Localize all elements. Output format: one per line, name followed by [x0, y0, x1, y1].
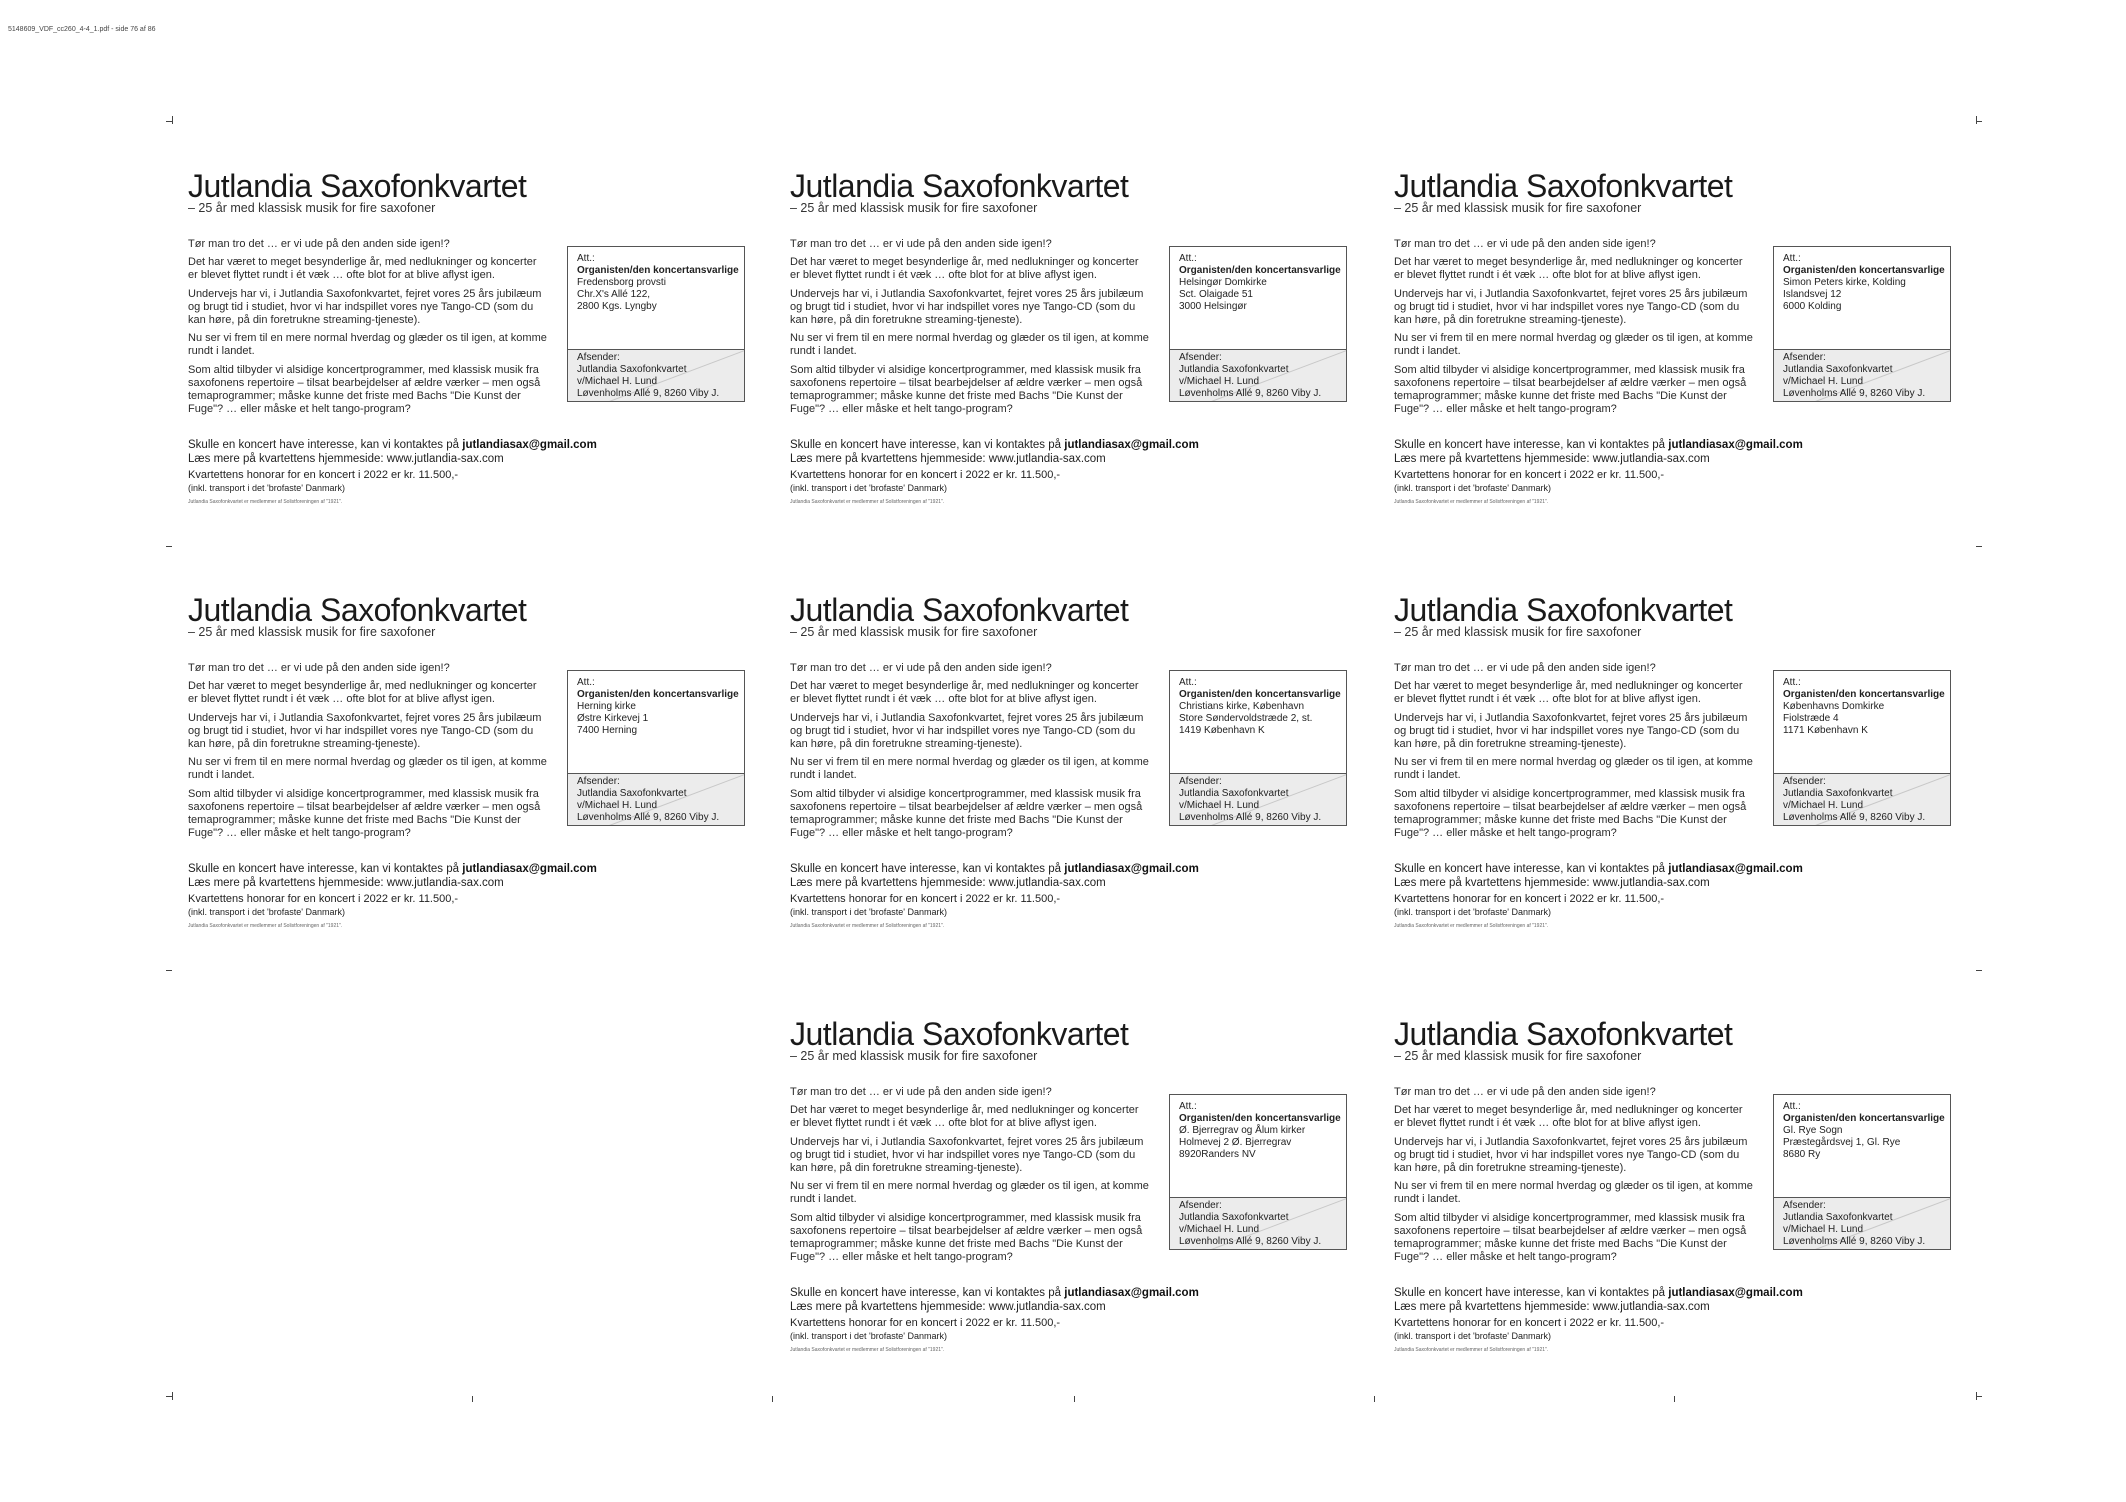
card-body — [790, 238, 1150, 421]
fee-note: (inkl. transport i det 'brofaste' Danmark) — [790, 1331, 947, 1341]
address-line: Holmevej 2 Ø. Bjerregrav — [1179, 1137, 1292, 1148]
att-label: Att.: — [1783, 677, 1801, 688]
website-line: Læs mere på kvartettens hjemmeside: www.jutlandia-sax.com — [1394, 1301, 1710, 1313]
address-line: Københavns Domkirke — [1783, 701, 1885, 712]
address-line: 6000 Kolding — [1783, 301, 1842, 312]
card-title: Jutlandia Saxofonkvartet — [790, 168, 1129, 204]
sender-line: Løvenholms Allé 9, 8260 Viby J. — [1179, 812, 1322, 823]
body-paragraph: Nu ser vi frem til en mere normal hverdag og glæder os til igen, at komme rundt i landet. — [790, 332, 1149, 358]
recipient-block — [1783, 1101, 1948, 1161]
body-paragraph: Det har været to meget besynderlige år, med nedlukninger og koncerter er blevet flyttet rundt i ét væk … ofte blot for at blive aflyst igen. — [1394, 256, 1743, 282]
crop-mark — [166, 970, 172, 971]
att-organisation: Organisten/den koncertansvarlige — [1179, 265, 1341, 276]
sender-line: Jutlandia Saxofonkvartet — [1783, 364, 1893, 375]
body-paragraph: Tør man tro det … er vi ude på den anden side igen!? — [1394, 1086, 1656, 1098]
crop-mark — [166, 121, 172, 122]
membership-note: Jutlandia Saxofonkvartet er medlemmer af Solistforeningen af "1921". — [790, 499, 945, 505]
letter-card — [790, 168, 1370, 528]
contact-email: jutlandiasax@gmail.com — [1668, 439, 1803, 451]
address-line: 1419 København K — [1179, 725, 1265, 736]
body-paragraph: Det har været to meget besynderlige år, med nedlukninger og koncerter er blevet flyttet rundt i ét væk … ofte blot for at blive aflyst igen. — [188, 256, 537, 282]
att-organisation: Organisten/den koncertansvarlige — [1783, 1113, 1945, 1124]
crop-mark — [1374, 1396, 1375, 1402]
crop-mark — [1976, 970, 1982, 971]
website-line: Læs mere på kvartettens hjemmeside: www.jutlandia-sax.com — [1394, 877, 1710, 889]
website-line: Læs mere på kvartettens hjemmeside: www.jutlandia-sax.com — [790, 1301, 1106, 1313]
membership-note: Jutlandia Saxofonkvartet er medlemmer af Solistforeningen af "1921". — [188, 499, 343, 505]
card-subtitle: – 25 år med klassisk musik for fire saxofoner — [188, 201, 436, 215]
sender-line: Løvenholms Allé 9, 8260 Viby J. — [1179, 388, 1322, 399]
att-organisation: Organisten/den koncertansvarlige — [1783, 265, 1945, 276]
sender-block — [1774, 1197, 1950, 1249]
contact-email: jutlandiasax@gmail.com — [462, 439, 597, 451]
crop-mark — [1674, 1396, 1675, 1402]
contact-line — [1394, 438, 1874, 452]
contact-prefix: Skulle en koncert have interesse, kan vi kontaktes på — [790, 439, 1065, 451]
website-line: Læs mere på kvartettens hjemmeside: www.jutlandia-sax.com — [790, 453, 1106, 465]
address-line: Herning kirke — [577, 701, 636, 712]
crop-mark — [172, 1392, 173, 1400]
recipient-block — [1783, 677, 1948, 737]
contact-line — [790, 862, 1270, 876]
body-paragraph: Nu ser vi frem til en mere normal hverdag og glæder os til igen, at komme rundt i landet. — [1394, 332, 1753, 358]
fee-line: Kvartettens honorar for en koncert i 2022 er kr. 11.500,- — [790, 893, 1061, 905]
contact-email: jutlandiasax@gmail.com — [1064, 439, 1199, 451]
contact-email: jutlandiasax@gmail.com — [1668, 863, 1803, 875]
sender-block — [1774, 773, 1950, 825]
sender-line: Løvenholms Allé 9, 8260 Viby J. — [577, 388, 720, 399]
address-line: Store Søndervoldstræde 2, st. — [1179, 713, 1313, 724]
att-label: Att.: — [1179, 677, 1197, 688]
address-line: Gl. Rye Sogn — [1783, 1125, 1843, 1136]
contact-line — [188, 862, 668, 876]
sender-label: Afsender: — [577, 352, 620, 363]
sender-block — [568, 773, 744, 825]
contact-prefix: Skulle en koncert have interesse, kan vi kontaktes på — [1394, 1287, 1669, 1299]
sender-line: v/Michael H. Lund — [1179, 1224, 1260, 1235]
website-line: Læs mere på kvartettens hjemmeside: www.jutlandia-sax.com — [188, 877, 504, 889]
fee-line: Kvartettens honorar for en koncert i 2022 er kr. 11.500,- — [1394, 469, 1665, 481]
sender-block — [1170, 773, 1346, 825]
card-body — [790, 1086, 1150, 1269]
address-box — [1773, 670, 1951, 826]
recipient-block — [1179, 677, 1344, 737]
website-line: Læs mere på kvartettens hjemmeside: www.jutlandia-sax.com — [790, 877, 1106, 889]
letter-card — [1394, 1016, 1974, 1376]
card-title: Jutlandia Saxofonkvartet — [790, 592, 1129, 628]
address-line: 8920Randers NV — [1179, 1149, 1256, 1160]
membership-note: Jutlandia Saxofonkvartet er medlemmer af Solistforeningen af "1921". — [790, 923, 945, 929]
att-organisation: Organisten/den koncertansvarlige — [577, 689, 739, 700]
att-label: Att.: — [1783, 253, 1801, 264]
sender-line: Jutlandia Saxofonkvartet — [577, 364, 687, 375]
card-title: Jutlandia Saxofonkvartet — [1394, 592, 1733, 628]
card-title: Jutlandia Saxofonkvartet — [1394, 168, 1733, 204]
sender-line: v/Michael H. Lund — [577, 800, 658, 811]
address-line: Ø. Bjerregrav og Ålum kirker — [1179, 1125, 1306, 1136]
sender-block — [1774, 349, 1950, 401]
sender-label: Afsender: — [1179, 352, 1222, 363]
address-line: Helsingør Domkirke — [1179, 277, 1267, 288]
sender-line: v/Michael H. Lund — [1179, 376, 1260, 387]
sender-label: Afsender: — [1783, 776, 1826, 787]
contact-email: jutlandiasax@gmail.com — [1064, 863, 1199, 875]
body-paragraph: Undervejs har vi, i Jutlandia Saxofonkvartet, fejret vores 25 års jubilæum og brugt tid i studiet, hvor vi har indspillet vores nye Tango-CD (som du kan høre, på din foretrukne streaming-tjeneste). — [188, 711, 542, 751]
sender-line: Jutlandia Saxofonkvartet — [577, 788, 687, 799]
fee-line: Kvartettens honorar for en koncert i 2022 er kr. 11.500,- — [188, 469, 459, 481]
sender-label: Afsender: — [1179, 776, 1222, 787]
sender-line: Jutlandia Saxofonkvartet — [1179, 364, 1289, 375]
sender-block — [1170, 349, 1346, 401]
att-label: Att.: — [577, 253, 595, 264]
address-line: Chr.X's Allé 122, — [577, 289, 651, 300]
contact-line — [188, 438, 668, 452]
body-paragraph: Undervejs har vi, i Jutlandia Saxofonkvartet, fejret vores 25 års jubilæum og brugt tid i studiet, hvor vi har indspillet vores nye Tango-CD (som du kan høre, på din foretrukne streaming-tjeneste). — [790, 1135, 1144, 1175]
address-box — [1169, 246, 1347, 402]
contact-prefix: Skulle en koncert have interesse, kan vi kontaktes på — [1394, 439, 1669, 451]
membership-note: Jutlandia Saxofonkvartet er medlemmer af Solistforeningen af "1921". — [790, 1347, 945, 1353]
body-paragraph: Det har været to meget besynderlige år, med nedlukninger og koncerter er blevet flyttet rundt i ét væk … ofte blot for at blive aflyst igen. — [188, 680, 537, 706]
address-line: Islandsvej 12 — [1783, 289, 1842, 300]
att-label: Att.: — [1179, 1101, 1197, 1112]
card-subtitle: – 25 år med klassisk musik for fire saxofoner — [188, 625, 436, 639]
contact-prefix: Skulle en koncert have interesse, kan vi kontaktes på — [188, 439, 463, 451]
body-paragraph: Undervejs har vi, i Jutlandia Saxofonkvartet, fejret vores 25 års jubilæum og brugt tid i studiet, hvor vi har indspillet vores nye Tango-CD (som du kan høre, på din foretrukne streaming-tjeneste). — [188, 287, 542, 327]
address-line: 8680 Ry — [1783, 1149, 1821, 1160]
contact-block — [1394, 438, 1874, 466]
crop-mark — [472, 1396, 473, 1402]
fee-note: (inkl. transport i det 'brofaste' Danmark) — [790, 907, 947, 917]
contact-block — [1394, 1286, 1874, 1314]
body-paragraph: Tør man tro det … er vi ude på den anden side igen!? — [188, 662, 450, 674]
body-paragraph: Tør man tro det … er vi ude på den anden side igen!? — [790, 1086, 1052, 1098]
card-subtitle: – 25 år med klassisk musik for fire saxofoner — [790, 1049, 1038, 1063]
body-paragraph: Nu ser vi frem til en mere normal hverdag og glæder os til igen, at komme rundt i landet. — [1394, 756, 1753, 782]
letter-card — [188, 592, 768, 952]
body-paragraph: Nu ser vi frem til en mere normal hverdag og glæder os til igen, at komme rundt i landet. — [1394, 1180, 1753, 1206]
fee-line: Kvartettens honorar for en koncert i 2022 er kr. 11.500,- — [188, 893, 459, 905]
contact-block — [1394, 862, 1874, 890]
address-box — [1169, 1094, 1347, 1250]
contact-line — [790, 438, 1270, 452]
body-paragraph: Det har været to meget besynderlige år, med nedlukninger og koncerter er blevet flyttet rundt i ét væk … ofte blot for at blive aflyst igen. — [790, 1104, 1139, 1130]
body-paragraph: Som altid tilbyder vi alsidige koncertprogrammer, med klassisk musik fra saxofonens repertoire – tilsat bearbejdelser af ældre værker – men også temaprogrammer; måske kunne det friste med Bachs "Die Kunst der Fuge"? … eller måske et helt tango-program? — [790, 1211, 1143, 1264]
card-subtitle: – 25 år med klassisk musik for fire saxofoner — [1394, 1049, 1642, 1063]
sender-line: v/Michael H. Lund — [1179, 800, 1260, 811]
address-line: Fiolstræde 4 — [1783, 713, 1839, 724]
body-paragraph: Nu ser vi frem til en mere normal hverdag og glæder os til igen, at komme rundt i landet. — [790, 756, 1149, 782]
letter-card — [1394, 592, 1974, 952]
sender-line: Jutlandia Saxofonkvartet — [1783, 788, 1893, 799]
address-line: Christians kirke, København — [1179, 701, 1305, 712]
body-paragraph: Undervejs har vi, i Jutlandia Saxofonkvartet, fejret vores 25 års jubilæum og brugt tid i studiet, hvor vi har indspillet vores nye Tango-CD (som du kan høre, på din foretrukne streaming-tjeneste). — [790, 287, 1144, 327]
body-paragraph: Nu ser vi frem til en mere normal hverdag og glæder os til igen, at komme rundt i landet. — [188, 332, 547, 358]
membership-note: Jutlandia Saxofonkvartet er medlemmer af Solistforeningen af "1921". — [1394, 1347, 1549, 1353]
card-subtitle: – 25 år med klassisk musik for fire saxofoner — [1394, 201, 1642, 215]
website-line: Læs mere på kvartettens hjemmeside: www.jutlandia-sax.com — [188, 453, 504, 465]
crop-mark — [166, 1396, 172, 1397]
address-box — [1773, 1094, 1951, 1250]
membership-note: Jutlandia Saxofonkvartet er medlemmer af Solistforeningen af "1921". — [188, 923, 343, 929]
letter-card — [188, 168, 768, 528]
card-body — [1394, 1086, 1754, 1269]
card-title: Jutlandia Saxofonkvartet — [1394, 1016, 1733, 1052]
address-box — [567, 670, 745, 826]
body-paragraph: Tør man tro det … er vi ude på den anden side igen!? — [1394, 238, 1656, 250]
contact-prefix: Skulle en koncert have interesse, kan vi kontaktes på — [188, 863, 463, 875]
sender-line: v/Michael H. Lund — [1783, 1224, 1864, 1235]
body-paragraph: Nu ser vi frem til en mere normal hverdag og glæder os til igen, at komme rundt i landet. — [790, 1180, 1149, 1206]
sender-line: Løvenholms Allé 9, 8260 Viby J. — [1783, 1236, 1926, 1247]
body-paragraph: Som altid tilbyder vi alsidige koncertprogrammer, med klassisk musik fra saxofonens repertoire – tilsat bearbejdelser af ældre værker – men også temaprogrammer; måske kunne det friste med Bachs "Die Kunst der Fuge"? … eller måske et helt tango-program? — [188, 787, 541, 840]
address-box — [1169, 670, 1347, 826]
card-body — [1394, 238, 1754, 421]
fee-note: (inkl. transport i det 'brofaste' Danmark) — [188, 483, 345, 493]
body-paragraph: Det har været to meget besynderlige år, med nedlukninger og koncerter er blevet flyttet rundt i ét væk … ofte blot for at blive aflyst igen. — [790, 680, 1139, 706]
body-paragraph: Som altid tilbyder vi alsidige koncertprogrammer, med klassisk musik fra saxofonens repertoire – tilsat bearbejdelser af ældre værker – men også temaprogrammer; måske kunne det friste med Bachs "Die Kunst der Fuge"? … eller måske et helt tango-program? — [188, 363, 541, 416]
header-meta: 5148609_VDF_cc260_4-4_1.pdf - side 76 af 86 — [8, 26, 156, 33]
fee-note: (inkl. transport i det 'brofaste' Danmark) — [790, 483, 947, 493]
att-organisation: Organisten/den koncertansvarlige — [1179, 1113, 1341, 1124]
body-paragraph: Som altid tilbyder vi alsidige koncertprogrammer, med klassisk musik fra saxofonens repertoire – tilsat bearbejdelser af ældre værker – men også temaprogrammer; måske kunne det friste med Bachs "Die Kunst der Fuge"? … eller måske et helt tango-program? — [1394, 1211, 1747, 1264]
fee-note: (inkl. transport i det 'brofaste' Danmark) — [1394, 1331, 1551, 1341]
contact-prefix: Skulle en koncert have interesse, kan vi kontaktes på — [1394, 863, 1669, 875]
sender-line: Løvenholms Allé 9, 8260 Viby J. — [1179, 1236, 1322, 1247]
crop-mark — [1976, 121, 1982, 122]
fee-note: (inkl. transport i det 'brofaste' Danmark) — [1394, 483, 1551, 493]
crop-mark — [772, 1396, 773, 1402]
att-label: Att.: — [577, 677, 595, 688]
crop-mark — [166, 546, 172, 547]
body-paragraph: Undervejs har vi, i Jutlandia Saxofonkvartet, fejret vores 25 års jubilæum og brugt tid i studiet, hvor vi har indspillet vores nye Tango-CD (som du kan høre, på din foretrukne streaming-tjeneste). — [790, 711, 1144, 751]
contact-block — [188, 862, 668, 890]
sender-label: Afsender: — [1783, 352, 1826, 363]
sender-block — [568, 349, 744, 401]
membership-note: Jutlandia Saxofonkvartet er medlemmer af Solistforeningen af "1921". — [1394, 499, 1549, 505]
sender-line: v/Michael H. Lund — [1783, 800, 1864, 811]
website-line: Læs mere på kvartettens hjemmeside: www.jutlandia-sax.com — [1394, 453, 1710, 465]
sender-line: Jutlandia Saxofonkvartet — [1783, 1212, 1893, 1223]
card-subtitle: – 25 år med klassisk musik for fire saxofoner — [790, 201, 1038, 215]
crop-mark — [1074, 1396, 1075, 1402]
contact-block — [188, 438, 668, 466]
address-box — [567, 246, 745, 402]
body-paragraph: Det har været to meget besynderlige år, med nedlukninger og koncerter er blevet flyttet rundt i ét væk … ofte blot for at blive aflyst igen. — [790, 256, 1139, 282]
sender-line: Løvenholms Allé 9, 8260 Viby J. — [1783, 812, 1926, 823]
body-paragraph: Undervejs har vi, i Jutlandia Saxofonkvartet, fejret vores 25 års jubilæum og brugt tid i studiet, hvor vi har indspillet vores nye Tango-CD (som du kan høre, på din foretrukne streaming-tjeneste). — [1394, 711, 1748, 751]
sender-line: Løvenholms Allé 9, 8260 Viby J. — [577, 812, 720, 823]
address-line: Sct. Olaigade 51 — [1179, 289, 1253, 300]
address-line: 3000 Helsingør — [1179, 301, 1247, 312]
att-organisation: Organisten/den koncertansvarlige — [1783, 689, 1945, 700]
body-paragraph: Det har været to meget besynderlige år, med nedlukninger og koncerter er blevet flyttet rundt i ét væk … ofte blot for at blive aflyst igen. — [1394, 680, 1743, 706]
fee-line: Kvartettens honorar for en koncert i 2022 er kr. 11.500,- — [1394, 893, 1665, 905]
body-paragraph: Som altid tilbyder vi alsidige koncertprogrammer, med klassisk musik fra saxofonens repertoire – tilsat bearbejdelser af ældre værker – men også temaprogrammer; måske kunne det friste med Bachs "Die Kunst der Fuge"? … eller måske et helt tango-program? — [1394, 787, 1747, 840]
address-line: 1171 København K — [1783, 725, 1868, 736]
card-subtitle: – 25 år med klassisk musik for fire saxofoner — [1394, 625, 1642, 639]
contact-email: jutlandiasax@gmail.com — [1668, 1287, 1803, 1299]
recipient-block — [577, 253, 742, 313]
contact-prefix: Skulle en koncert have interesse, kan vi kontaktes på — [790, 1287, 1065, 1299]
recipient-block — [1179, 253, 1344, 313]
att-organisation: Organisten/den koncertansvarlige — [577, 265, 739, 276]
att-organisation: Organisten/den koncertansvarlige — [1179, 689, 1341, 700]
card-body — [188, 238, 548, 421]
address-line: Simon Peters kirke, Kolding — [1783, 277, 1906, 288]
card-body — [1394, 662, 1754, 845]
letter-card — [1394, 168, 1974, 528]
letter-card — [790, 1016, 1370, 1376]
card-title: Jutlandia Saxofonkvartet — [790, 1016, 1129, 1052]
att-label: Att.: — [1783, 1101, 1801, 1112]
body-paragraph: Som altid tilbyder vi alsidige koncertprogrammer, med klassisk musik fra saxofonens repertoire – tilsat bearbejdelser af ældre værker – men også temaprogrammer; måske kunne det friste med Bachs "Die Kunst der Fuge"? … eller måske et helt tango-program? — [1394, 363, 1747, 416]
body-paragraph: Det har været to meget besynderlige år, med nedlukninger og koncerter er blevet flyttet rundt i ét væk … ofte blot for at blive aflyst igen. — [1394, 1104, 1743, 1130]
body-paragraph: Undervejs har vi, i Jutlandia Saxofonkvartet, fejret vores 25 års jubilæum og brugt tid i studiet, hvor vi har indspillet vores nye Tango-CD (som du kan høre, på din foretrukne streaming-tjeneste). — [1394, 1135, 1748, 1175]
body-paragraph: Nu ser vi frem til en mere normal hverdag og glæder os til igen, at komme rundt i landet. — [188, 756, 547, 782]
card-title: Jutlandia Saxofonkvartet — [188, 592, 527, 628]
crop-mark — [1976, 116, 1977, 124]
body-paragraph: Tør man tro det … er vi ude på den anden side igen!? — [790, 238, 1052, 250]
contact-line — [1394, 1286, 1874, 1300]
fee-line: Kvartettens honorar for en koncert i 2022 er kr. 11.500,- — [1394, 1317, 1665, 1329]
recipient-block — [1179, 1101, 1344, 1161]
body-paragraph: Som altid tilbyder vi alsidige koncertprogrammer, med klassisk musik fra saxofonens repertoire – tilsat bearbejdelser af ældre værker – men også temaprogrammer; måske kunne det friste med Bachs "Die Kunst der Fuge"? … eller måske et helt tango-program? — [790, 787, 1143, 840]
sender-label: Afsender: — [1783, 1200, 1826, 1211]
sender-line: Jutlandia Saxofonkvartet — [1179, 788, 1289, 799]
contact-line — [1394, 862, 1874, 876]
att-label: Att.: — [1179, 253, 1197, 264]
contact-email: jutlandiasax@gmail.com — [1064, 1287, 1199, 1299]
address-line: Fredensborg provsti — [577, 277, 666, 288]
contact-email: jutlandiasax@gmail.com — [462, 863, 597, 875]
sender-block — [1170, 1197, 1346, 1249]
fee-line: Kvartettens honorar for en koncert i 2022 er kr. 11.500,- — [790, 469, 1061, 481]
contact-block — [790, 1286, 1270, 1314]
sender-line: v/Michael H. Lund — [1783, 376, 1864, 387]
address-line: Østre Kirkevej 1 — [577, 713, 649, 724]
crop-mark — [1976, 1396, 1982, 1397]
body-paragraph: Som altid tilbyder vi alsidige koncertprogrammer, med klassisk musik fra saxofonens repertoire – tilsat bearbejdelser af ældre værker – men også temaprogrammer; måske kunne det friste med Bachs "Die Kunst der Fuge"? … eller måske et helt tango-program? — [790, 363, 1143, 416]
sender-line: v/Michael H. Lund — [577, 376, 658, 387]
card-body — [790, 662, 1150, 845]
recipient-block — [1783, 253, 1948, 313]
letter-card — [790, 592, 1370, 952]
card-body — [188, 662, 548, 845]
address-line: 7400 Herning — [577, 725, 638, 736]
contact-block — [790, 438, 1270, 466]
fee-note: (inkl. transport i det 'brofaste' Danmark) — [1394, 907, 1551, 917]
fee-note: (inkl. transport i det 'brofaste' Danmark) — [188, 907, 345, 917]
contact-prefix: Skulle en koncert have interesse, kan vi kontaktes på — [790, 863, 1065, 875]
sender-line: Jutlandia Saxofonkvartet — [1179, 1212, 1289, 1223]
crop-mark — [172, 116, 173, 124]
membership-note: Jutlandia Saxofonkvartet er medlemmer af Solistforeningen af "1921". — [1394, 923, 1549, 929]
contact-block — [790, 862, 1270, 890]
contact-line — [790, 1286, 1270, 1300]
recipient-block — [577, 677, 742, 737]
address-line: Præstegårdsvej 1, Gl. Rye — [1783, 1137, 1901, 1148]
sender-label: Afsender: — [1179, 1200, 1222, 1211]
crop-mark — [1976, 546, 1982, 547]
sender-line: Løvenholms Allé 9, 8260 Viby J. — [1783, 388, 1926, 399]
fee-line: Kvartettens honorar for en koncert i 2022 er kr. 11.500,- — [790, 1317, 1061, 1329]
body-paragraph: Tør man tro det … er vi ude på den anden side igen!? — [1394, 662, 1656, 674]
address-box — [1773, 246, 1951, 402]
body-paragraph: Tør man tro det … er vi ude på den anden side igen!? — [790, 662, 1052, 674]
body-paragraph: Tør man tro det … er vi ude på den anden side igen!? — [188, 238, 450, 250]
body-paragraph: Undervejs har vi, i Jutlandia Saxofonkvartet, fejret vores 25 års jubilæum og brugt tid i studiet, hvor vi har indspillet vores nye Tango-CD (som du kan høre, på din foretrukne streaming-tjeneste). — [1394, 287, 1748, 327]
card-title: Jutlandia Saxofonkvartet — [188, 168, 527, 204]
sender-label: Afsender: — [577, 776, 620, 787]
card-subtitle: – 25 år med klassisk musik for fire saxofoner — [790, 625, 1038, 639]
address-line: 2800 Kgs. Lyngby — [577, 301, 657, 312]
